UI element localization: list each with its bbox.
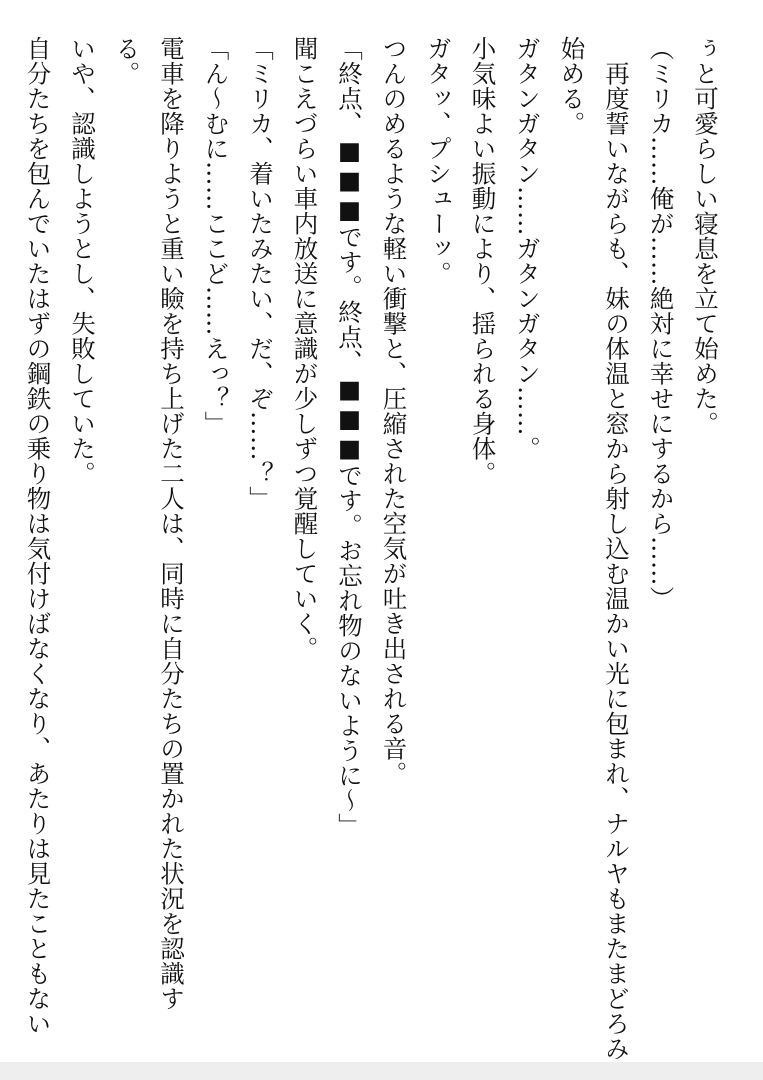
- text-line: 「終点、■■■です。終点、■■■です。お忘れ物のないように～」: [335, 36, 364, 838]
- text-line: 小気味よい振動により、揺られる身体。: [468, 36, 498, 486]
- text-line: （ミリカ……俺が……絶対に幸せにするから……）: [646, 36, 676, 611]
- vertical-text-body: [15, 36, 727, 1061]
- text-line: つんのめるような軽い衝撃と、圧縮された空気が吐き出される音。: [379, 36, 409, 786]
- bottom-strip: [0, 1062, 763, 1080]
- text-line: 「ん～むに……ここど……えっ？」: [201, 36, 231, 436]
- text-line: ガタンガタン……ガタンガタン……。: [513, 36, 542, 461]
- text-line: いや、認識しようとし、失敗していた。: [68, 36, 97, 486]
- text-line: ぅと可愛らしい寝息を立て始めた。: [691, 36, 720, 436]
- text-line: 始める。: [557, 36, 587, 136]
- text-line: 再度誓いながらも、妹の体温と窓から射し込む温かい光に包まれ、ナルヤもまたまどろみ: [602, 36, 631, 1061]
- text-line: る。: [112, 36, 142, 86]
- text-line: 聞こえづらい車内放送に意識が少しずつ覚醒していく。: [290, 36, 320, 661]
- text-line: 電車を降りようと重い瞼を持ち上げた二人は、同時に自分たちの置かれた状況を認識す: [157, 36, 186, 1011]
- text-line: 「ミリカ、着いたみたい、だ、ぞ……？」: [246, 36, 275, 511]
- text-line: 自分たちを包んでいたはずの鋼鉄の乗り物は気付けばなくなり、あたりは見たこともない: [23, 36, 53, 1036]
- text-line: ガタッ、プシューッ。: [424, 36, 453, 286]
